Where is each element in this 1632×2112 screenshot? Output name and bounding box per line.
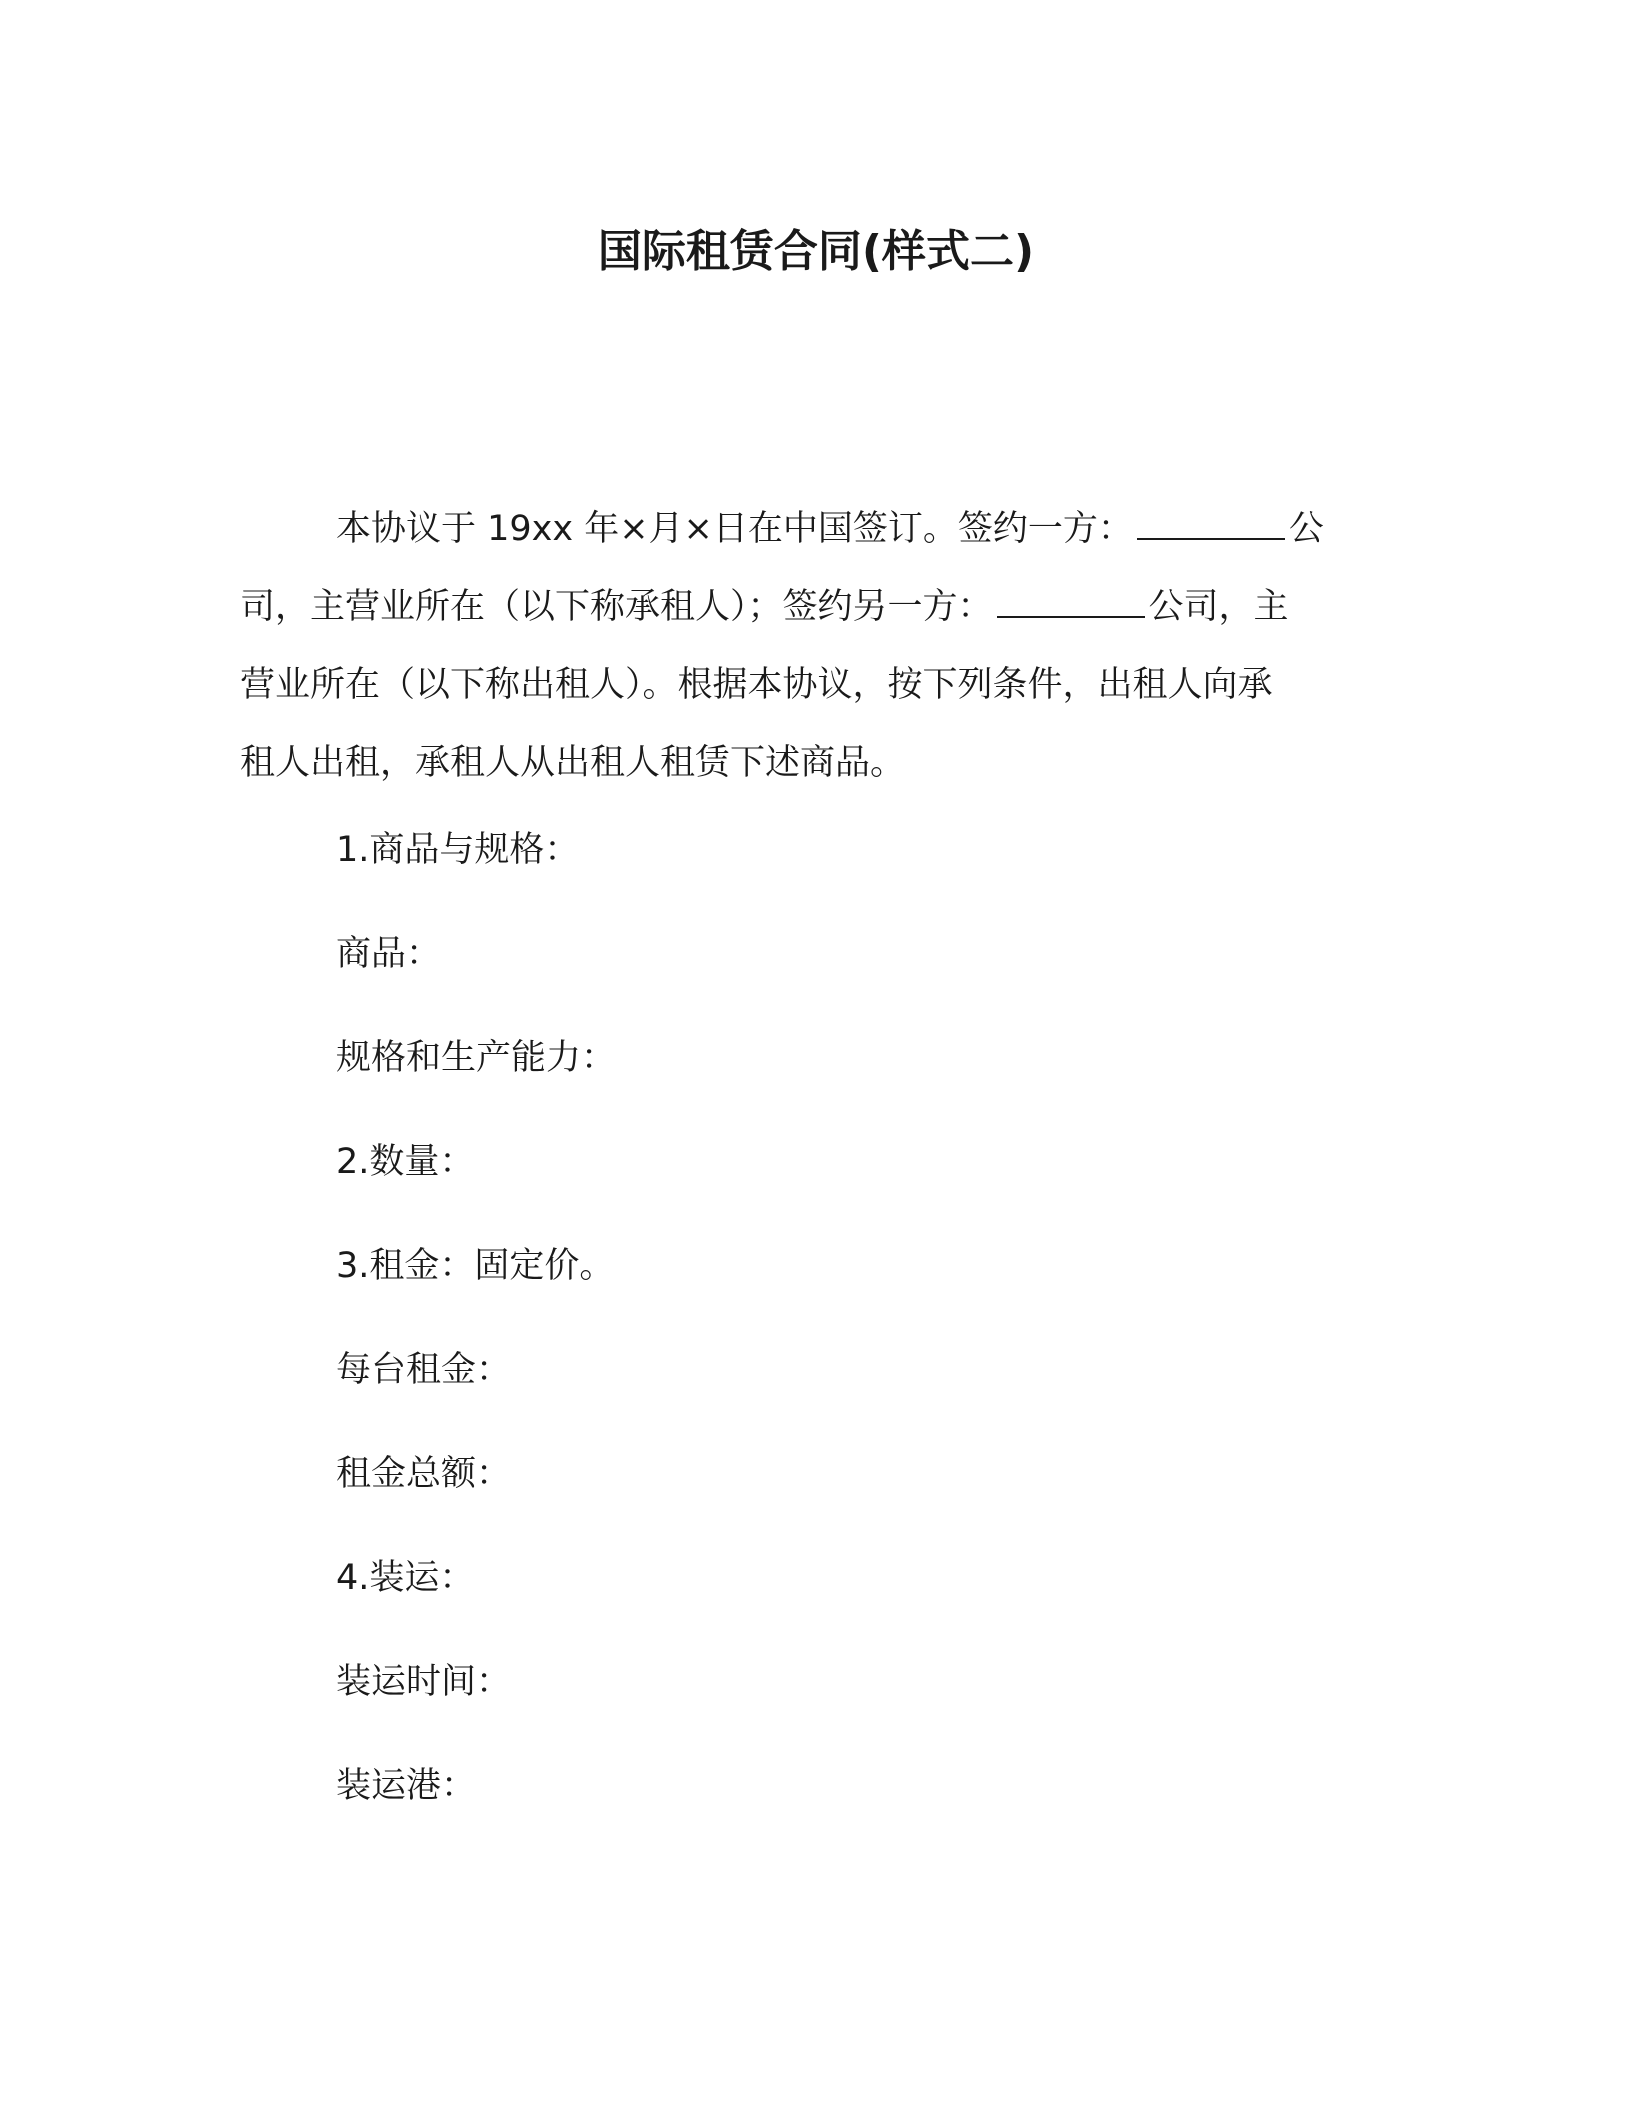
intro-line-4: 租人出租，承租人从出租人租赁下述商品。 xyxy=(240,743,906,783)
intro-line-2-tail: 公司，主 xyxy=(1148,587,1289,627)
clause-item: 规格和生产能力： xyxy=(336,1038,617,1078)
intro-line-1-tail: 公 xyxy=(1288,509,1324,549)
clause-item: 2.数量： xyxy=(336,1142,475,1182)
clause-item: 每台租金： xyxy=(336,1350,512,1390)
clause-item: 租金总额： xyxy=(336,1454,512,1494)
clause-item: 1.商品与规格： xyxy=(336,830,580,870)
clause-item: 装运港： xyxy=(336,1766,477,1806)
intro-line-1 xyxy=(240,490,1360,568)
intro-line-2 xyxy=(240,568,1360,646)
clause-list xyxy=(336,820,616,1860)
intro-paragraph xyxy=(240,490,1360,802)
intro-line-1-text: 本协议于 19xx 年×月×日在中国签订。签约一方： xyxy=(336,509,1133,549)
clause-item: 4.装运： xyxy=(336,1558,475,1598)
clause-item: 3.租金：固定价。 xyxy=(336,1246,615,1286)
clause-item: 商品： xyxy=(336,934,442,974)
party-b-blank xyxy=(997,582,1145,618)
intro-line-3: 营业所在（以下称出租人）。根据本协议，按下列条件，出租人向承 xyxy=(240,665,1273,705)
clause-item: 装运时间： xyxy=(336,1662,512,1702)
intro-line-2-text: 司，主营业所在（以下称承租人）；签约另一方： xyxy=(240,587,993,627)
document-title: 国际租赁合同(样式二) xyxy=(597,226,1035,277)
party-a-blank xyxy=(1137,504,1285,540)
